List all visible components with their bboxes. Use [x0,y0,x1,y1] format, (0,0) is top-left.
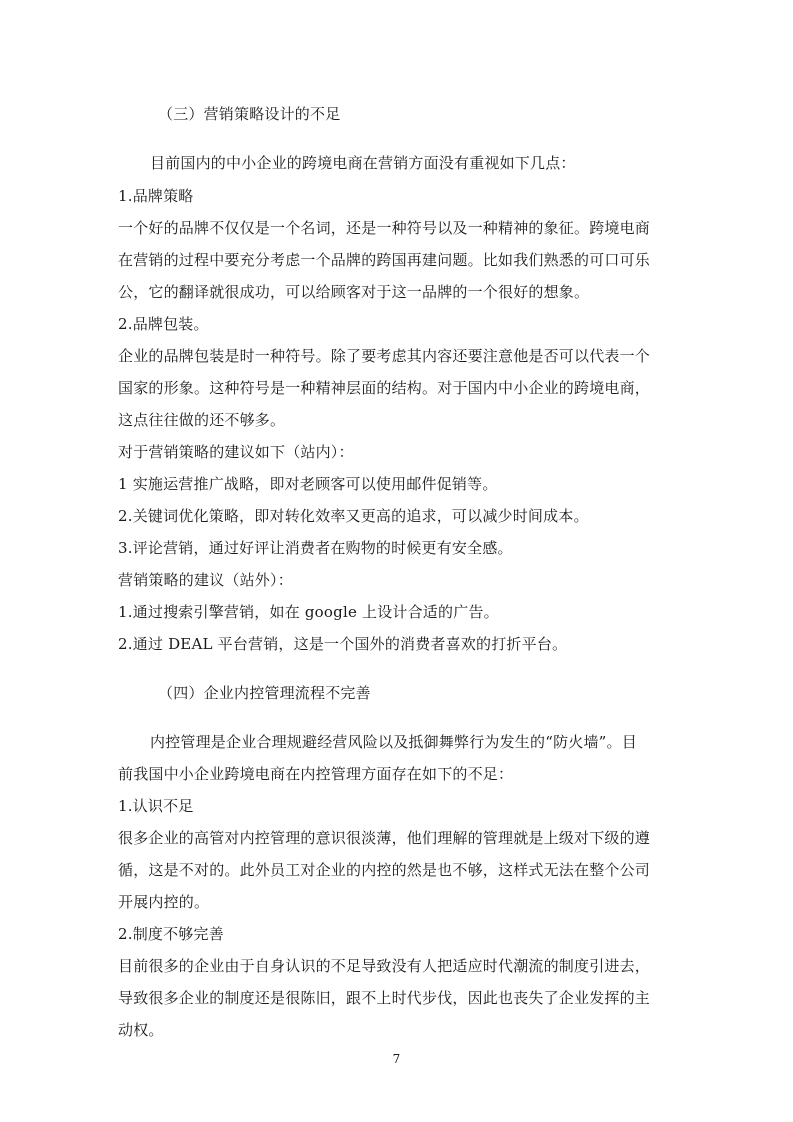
section3-item1-title: 1.品牌策略 [118,187,194,205]
paragraph-line: 循，这是不对的。此外员工对企业的内控的然是也不够，这样式无法在整个公司 [118,861,651,879]
section4-heading: （四）企业内控管理流程不完善 [158,684,371,702]
paragraph-line: 企业的品牌包装是时一种符号。除了要考虑其内容还要注意他是否可以代表一个 [118,347,651,365]
page-number: 7 [392,1052,401,1066]
offsite-title: 营销策略的建议（站外）： [118,571,293,589]
paragraph-line: 目前很多的企业由于自身认识的不足导致没有人把适应时代潮流的制度引进去， [118,957,651,975]
paragraph-line: 公，它的翻译就很成功，可以给顾客对于这一品牌的一个很好的想象。 [118,283,590,301]
list-item: 3.评论营销，通过好评让消费者在购物的时候更有安全感。 [118,539,513,557]
section4-item1-title: 1.认识不足 [118,797,194,815]
paragraph-line: 前我国中小企业跨境电商在内控管理方面存在如下的不足： [118,765,514,783]
section3-intro: 目前国内的中小企业的跨境电商在营销方面没有重视如下几点： [150,154,576,172]
list-item: 1 实施运营推广战略，即对老顾客可以使用邮件促销等。 [118,475,498,493]
paragraph-line: 开展内控的。 [118,893,210,911]
paragraph-line: 这点往往做的还不够多。 [118,411,286,429]
paragraph-line: 一个好的品牌不仅仅是一个名词，还是一种符号以及一种精神的象征。跨境电商 [118,219,651,237]
paragraph-line: 动权。 [118,1021,164,1039]
list-item: 2.关键词优化策略，即对转化效率又更高的追求，可以减少时间成本。 [118,507,589,525]
onsite-title: 对于营销策略的建议如下（站内）： [118,443,354,461]
paragraph-line: 很多企业的高管对内控管理的意识很淡薄，他们理解的管理就是上级对下级的遵 [118,829,651,847]
section3-heading: （三）营销策略设计的不足 [158,105,341,123]
paragraph-line: 国家的形象。这种符号是一种精神层面的结构。对于国内中小企业的跨境电商， [118,379,651,397]
list-item: 2.通过 DEAL 平台营销，这是一个国外的消费者喜欢的打折平台。 [118,635,568,653]
paragraph-line: 在营销的过程中要充分考虑一个品牌的跨国再建问题。比如我们熟悉的可口可乐 [118,251,651,269]
list-item: 1.通过搜索引擎营销，如在 google 上设计合适的广告。 [118,603,499,621]
paragraph-line: 内控管理是企业合理规避经营风险以及抵御舞弊行为发生的“防火墙”。目 [150,733,637,751]
paragraph-line: 导致很多企业的制度还是很陈旧，跟不上时代步伐，因此也丧失了企业发挥的主 [118,989,651,1007]
section3-item2-title: 2.品牌包装。 [118,315,209,333]
section4-item2-title: 2.制度不够完善 [118,925,224,943]
